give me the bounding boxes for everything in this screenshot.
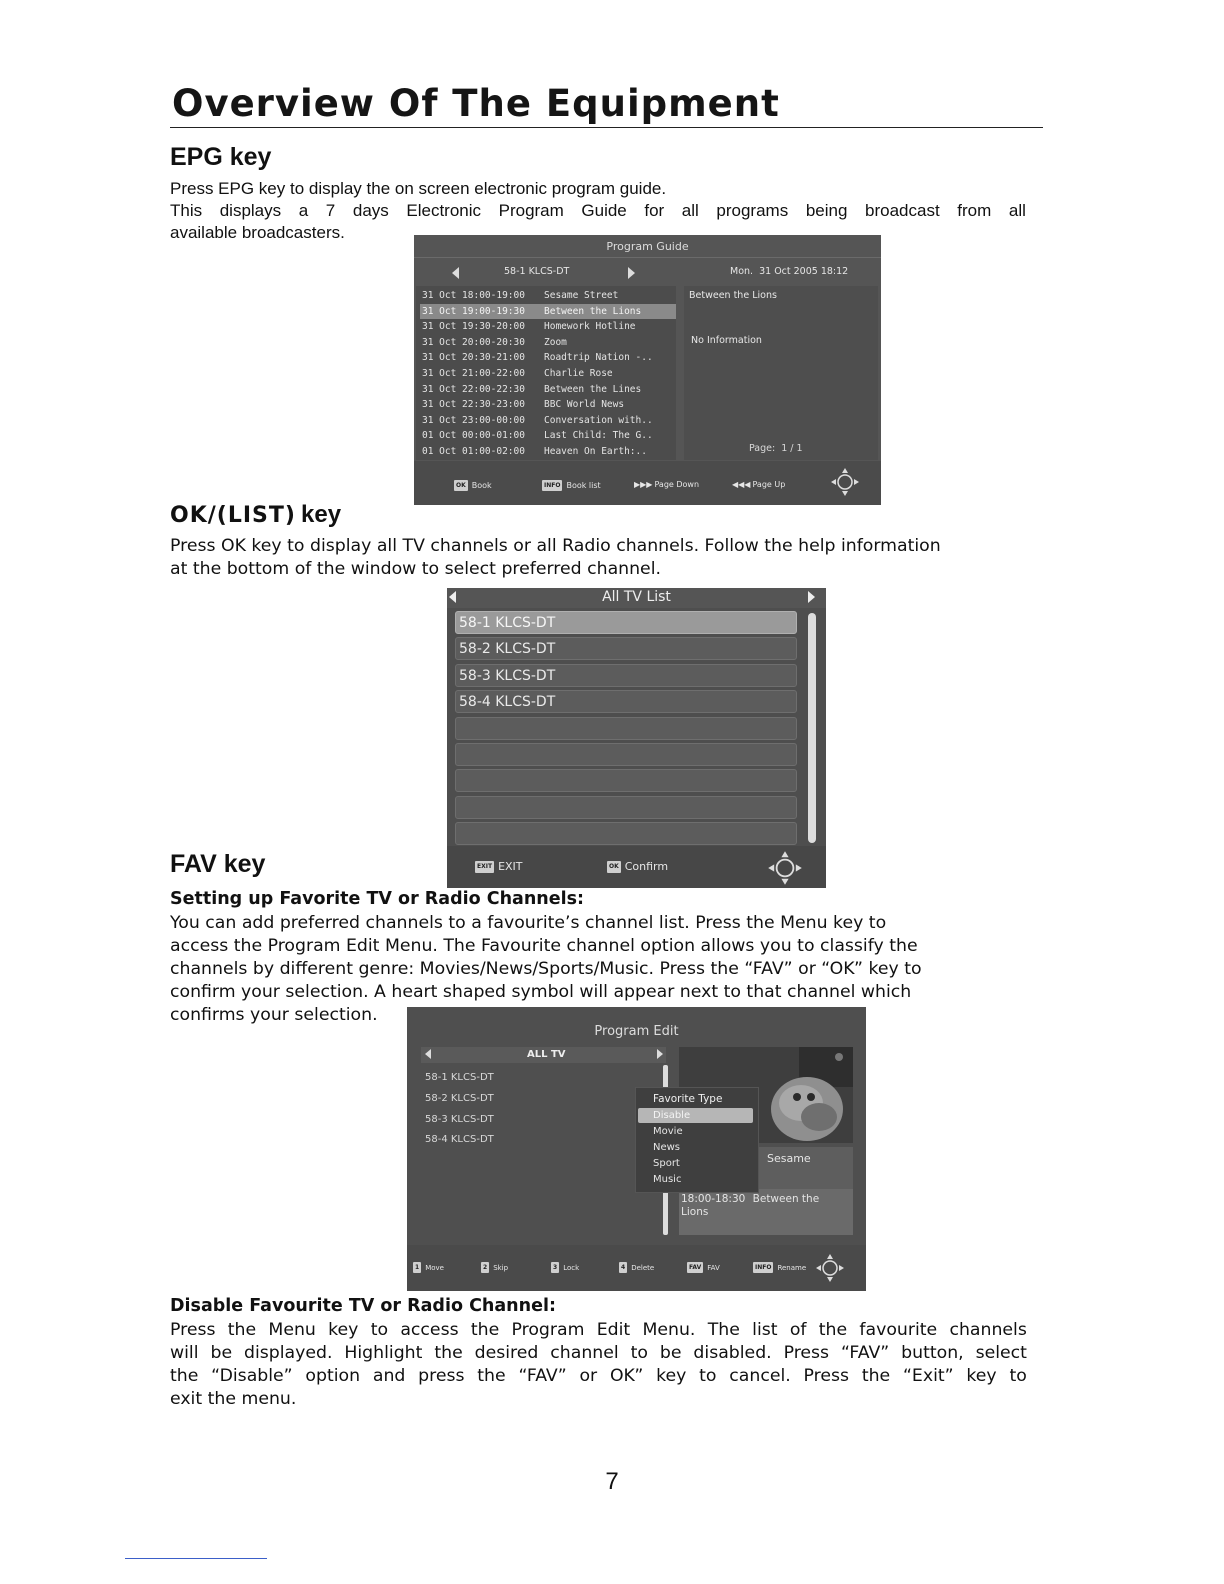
word: Press: [170, 1320, 216, 1340]
epg-program-row[interactable]: [420, 288, 676, 303]
dpad-icon: [815, 1253, 845, 1283]
epg-info-title: Between the Lions: [689, 290, 777, 301]
group-name: ALL TV: [527, 1049, 566, 1060]
channel-row[interactable]: 58-2 KLCS-DT: [455, 637, 797, 660]
footer-action-label: Move: [425, 1263, 444, 1272]
word: Menu.: [642, 1320, 696, 1340]
word: “Disable”: [211, 1366, 293, 1386]
epg-program-title: Zoom: [544, 336, 567, 348]
channel-row[interactable]: 58-2 KLCS-DT: [425, 1093, 494, 1104]
epg-line2-word: programs: [716, 201, 789, 220]
fav-line-5: confirms your selection.: [170, 1005, 378, 1025]
footer-rule: [125, 1558, 267, 1559]
epg-program-title: Last Child: The G..: [544, 430, 653, 442]
word: the: [434, 1343, 463, 1363]
word: “FAV”: [518, 1366, 567, 1386]
word: access: [400, 1320, 459, 1340]
fav-subheading: Setting up Favorite TV or Radio Channels:: [170, 889, 585, 909]
word: list: [752, 1320, 778, 1340]
disable-subheading: Disable Favourite TV or Radio Channel:: [170, 1296, 556, 1316]
channel-row[interactable]: [455, 822, 797, 845]
word: key: [966, 1366, 997, 1386]
footer-action-label: Skip: [493, 1263, 509, 1272]
word: be: [210, 1343, 233, 1363]
word: “FAV”: [840, 1343, 890, 1363]
word: button,: [901, 1343, 964, 1363]
epg-heading: EPG key: [170, 143, 272, 171]
epg-line2-word: days: [352, 201, 389, 220]
favorite-type-option[interactable]: Music: [653, 1174, 682, 1185]
epg-line2-word: Program: [498, 201, 564, 220]
word: the: [227, 1320, 257, 1340]
channel-list-scrollbar[interactable]: [808, 613, 816, 843]
epg-info-text: No Information: [691, 335, 762, 346]
info-key-icon: INFO: [544, 482, 561, 489]
book-label: Book: [471, 481, 492, 490]
epg-program-row[interactable]: [420, 366, 676, 381]
title-divider: [170, 127, 1043, 128]
word: cancel.: [729, 1366, 791, 1386]
page-down-action[interactable]: [634, 480, 699, 489]
word: desired: [474, 1343, 539, 1363]
word: The: [707, 1320, 740, 1340]
ok-list-heading-text: OK/(LIST): [170, 503, 296, 528]
epg-line2-word: for: [644, 201, 665, 220]
ok-key-icon: OK: [456, 482, 466, 489]
exit-label: EXIT: [498, 860, 523, 873]
footer-action-label: Delete: [631, 1263, 655, 1272]
chevron-left-icon[interactable]: [452, 267, 459, 279]
word: OK”: [609, 1366, 644, 1386]
epg-program-row[interactable]: [420, 444, 676, 459]
footer-action-label: FAV: [707, 1263, 720, 1272]
book-action[interactable]: [454, 480, 492, 491]
word: press: [418, 1366, 465, 1386]
word: option: [305, 1366, 361, 1386]
epg-line2-word: broadcast: [865, 201, 940, 220]
program-edit-screen: [407, 1007, 866, 1291]
epg-program-time: 31 Oct 19:00-19:30: [422, 305, 525, 317]
program-guide-screen: [414, 235, 881, 505]
ok-paragraph-line1: Press OK key to display all TV channels or all Radio channels. Follow the help information: [170, 536, 941, 556]
word: channels: [949, 1320, 1027, 1340]
epg-program-title: Heaven On Earth:..: [544, 446, 647, 457]
epg-program-title: Between the Lions: [544, 305, 642, 317]
footer-action-skip[interactable]: [481, 1262, 508, 1273]
epg-paragraph-line2: [170, 200, 1026, 222]
book-list-action[interactable]: [542, 480, 601, 491]
word: to: [630, 1343, 648, 1363]
favorite-type-options: [636, 1108, 758, 1190]
footer-action-move[interactable]: [413, 1262, 444, 1273]
exit-action[interactable]: [475, 860, 523, 873]
word: the: [477, 1366, 506, 1386]
epg-program-time: 31 Oct 21:00-22:00: [422, 368, 525, 379]
channel-row[interactable]: 58-1 KLCS-DT: [425, 1072, 494, 1083]
favorite-type-popup: [635, 1087, 759, 1193]
word: key: [328, 1320, 359, 1340]
word: Edit: [596, 1320, 631, 1340]
word: Press: [803, 1366, 850, 1386]
event-info: [681, 1193, 819, 1205]
epg-info-panel: [684, 286, 878, 460]
event-info-panel: [679, 1189, 853, 1235]
epg-channel-name: 58-1 KLCS-DT: [504, 266, 570, 277]
epg-program-time: 31 Oct 20:00-20:30: [422, 336, 525, 348]
word: key: [656, 1366, 687, 1386]
epg-program-row[interactable]: [420, 397, 676, 412]
word: “Exit”: [902, 1366, 954, 1386]
epg-program-title: Conversation with..: [544, 414, 653, 426]
epg-program-title: Between the Lines: [544, 383, 642, 395]
channel-row[interactable]: 58-3 KLCS-DT: [425, 1114, 494, 1125]
favorite-type-option[interactable]: News: [653, 1142, 681, 1153]
epg-program-title: Sesame Street: [544, 290, 619, 301]
epg-program-row[interactable]: [420, 350, 676, 365]
channel-row[interactable]: 58-4 KLCS-DT: [425, 1134, 494, 1145]
dpad-icon: [767, 850, 803, 886]
epg-program-time: 31 Oct 23:00-00:00: [422, 414, 525, 426]
word: or: [579, 1366, 598, 1386]
epg-line2-word: a: [298, 201, 309, 220]
favorite-type-option[interactable]: Movie: [653, 1126, 683, 1137]
word: to: [699, 1366, 717, 1386]
ok-key-icon: OK: [607, 861, 621, 873]
epg-program-time: 31 Oct 18:00-19:00: [422, 290, 525, 301]
word: Program: [511, 1320, 585, 1340]
epg-paragraph-line3: available broadcasters.: [170, 223, 345, 242]
word: the: [170, 1366, 199, 1386]
book-list-label: Book list: [566, 481, 601, 490]
fav-line-2: access the Program Edit Menu. The Favourite channel option allows you to classify the: [170, 936, 918, 956]
word: of: [789, 1320, 807, 1340]
epg-program-title: Homework Hotline: [544, 321, 636, 333]
epg-line2-word: being: [805, 201, 848, 220]
epg-program-row[interactable]: [420, 319, 676, 334]
word: to: [370, 1320, 389, 1340]
word: be: [659, 1343, 682, 1363]
epg-program-list: [416, 286, 676, 460]
event-title: Between the: [752, 1193, 820, 1205]
epg-program-time: 31 Oct 22:00-22:30: [422, 383, 525, 395]
epg-program-title: BBC World News: [544, 399, 625, 411]
epg-program-row[interactable]: [420, 428, 676, 443]
epg-footer: [414, 461, 881, 505]
program-guide-title: Program Guide: [606, 240, 689, 253]
epg-program-time: 01 Oct 01:00-02:00: [422, 446, 525, 457]
footer-action-delete[interactable]: [619, 1262, 654, 1273]
key-icon: 4: [621, 1264, 626, 1271]
key-icon: INFO: [755, 1264, 772, 1271]
confirm-action[interactable]: [607, 860, 668, 873]
ok-paragraph-line2: at the bottom of the window to select preferred channel.: [170, 559, 661, 579]
channel-list: [447, 588, 826, 848]
favorite-type-option[interactable]: Disable: [638, 1108, 753, 1123]
word: Menu: [268, 1320, 316, 1340]
word: and: [372, 1366, 406, 1386]
word: to: [1009, 1366, 1027, 1386]
disable-line-3: [170, 1365, 1027, 1388]
chevron-right-icon[interactable]: [657, 1049, 663, 1059]
exit-key-icon: EXIT: [475, 861, 494, 873]
epg-line2-word: Electronic: [406, 201, 482, 220]
channel-row[interactable]: [455, 743, 797, 766]
footer-action-fav[interactable]: [687, 1262, 720, 1273]
epg-line2-word: This: [170, 201, 203, 220]
key-icon: FAV: [689, 1264, 702, 1271]
epg-line2-word: from: [957, 201, 992, 220]
epg-paragraph-line1: Press EPG key to display the on screen electronic program guide.: [170, 179, 667, 198]
epg-line2-word: all: [681, 201, 699, 220]
fav-line-3: channels by different genre: Movies/News/Sports/Music. Press the “FAV” or “OK” key to: [170, 959, 922, 979]
rewind-icon: ◀◀◀: [732, 480, 751, 489]
program-edit-footer: [407, 1245, 866, 1291]
chevron-left-icon[interactable]: [425, 1049, 431, 1059]
tv-list-footer: [447, 846, 826, 888]
favorite-type-option[interactable]: Sport: [653, 1158, 680, 1169]
page-up-label: Page Up: [752, 480, 786, 489]
confirm-label: Confirm: [624, 860, 669, 873]
all-tv-list-screen: [447, 588, 826, 888]
program-edit-title: Program Edit: [594, 1024, 679, 1039]
footer-action-lock[interactable]: [551, 1262, 579, 1273]
channel-row[interactable]: 58-4 KLCS-DT: [455, 690, 797, 713]
word: favourite: [859, 1320, 938, 1340]
epg-program-time: 31 Oct 20:30-21:00: [422, 352, 525, 364]
word: Press: [783, 1343, 830, 1363]
event-title-cont: Lions: [681, 1206, 709, 1218]
disable-line-1: [170, 1319, 1027, 1342]
epg-line2-word: 7: [325, 201, 336, 220]
ok-list-heading: [170, 501, 341, 529]
channel-row[interactable]: 58-1 KLCS-DT: [455, 611, 797, 634]
epg-program-time: 31 Oct 19:30-20:00: [422, 321, 525, 333]
word: will: [170, 1343, 199, 1363]
word: select: [975, 1343, 1027, 1363]
footer-action-label: Lock: [563, 1263, 580, 1272]
epg-program-row[interactable]: [420, 335, 676, 350]
word: the: [861, 1366, 891, 1386]
word: displayed.: [244, 1343, 333, 1363]
epg-page-indicator: Page: 1 / 1: [749, 443, 803, 454]
footer-action-label: Rename: [777, 1263, 807, 1272]
page-up-action[interactable]: [732, 480, 785, 489]
epg-program-time: 01 Oct 00:00-01:00: [422, 430, 525, 442]
epg-line2-word: Guide: [581, 201, 627, 220]
page-title: Overview Of The Equipment: [172, 82, 780, 125]
chevron-right-icon[interactable]: [628, 267, 635, 279]
channel-row[interactable]: 58-3 KLCS-DT: [455, 664, 797, 687]
word: the: [470, 1320, 500, 1340]
epg-line2-word: all: [1008, 201, 1026, 220]
channel-row[interactable]: [455, 796, 797, 819]
epg-program-row[interactable]: [420, 382, 676, 397]
key-icon: 1: [415, 1264, 420, 1271]
epg-program-title: Roadtrip Nation -..: [544, 352, 653, 364]
ok-list-heading-key: key: [301, 501, 342, 528]
disable-line-4: exit the menu.: [170, 1389, 297, 1409]
key-icon: 3: [553, 1264, 558, 1271]
fav-line-1: You can add preferred channels to a favourite’s channel list. Press the Menu key to: [170, 913, 887, 933]
key-icon: 2: [483, 1264, 488, 1271]
word: disabled.: [693, 1343, 772, 1363]
epg-program-title: Charlie Rose: [544, 368, 613, 379]
fav-line-4: confirm your selection. A heart shaped symbol will appear next to that channel which: [170, 982, 912, 1002]
epg-program-row[interactable]: [420, 304, 676, 319]
word: channel: [550, 1343, 619, 1363]
epg-program-time: 31 Oct 22:30-23:00: [422, 399, 525, 411]
page-down-label: Page Down: [654, 480, 700, 489]
word: Highlight: [344, 1343, 423, 1363]
fast-forward-icon: ▶▶▶: [634, 480, 653, 489]
dpad-icon: [830, 467, 860, 497]
epg-program-row[interactable]: [420, 413, 676, 428]
word: the: [818, 1320, 848, 1340]
all-tv-list-title: All TV List: [602, 589, 671, 605]
epg-line2-word: displays: [219, 201, 282, 220]
channel-row[interactable]: [455, 769, 797, 792]
channel-row[interactable]: [455, 717, 797, 740]
page-number: 7: [605, 1468, 619, 1495]
preview-program-name: Sesame: [767, 1152, 811, 1165]
disable-line-2: [170, 1342, 1027, 1365]
program-edit-footer-items: [407, 1245, 866, 1291]
fav-heading: FAV key: [170, 850, 266, 878]
epg-datetime: Mon. 31 Oct 2005 18:12: [730, 266, 849, 277]
favorite-type-title: Favorite Type: [653, 1093, 723, 1105]
footer-action-rename[interactable]: [753, 1262, 806, 1273]
event-time: 18:00-18:30: [681, 1193, 746, 1205]
